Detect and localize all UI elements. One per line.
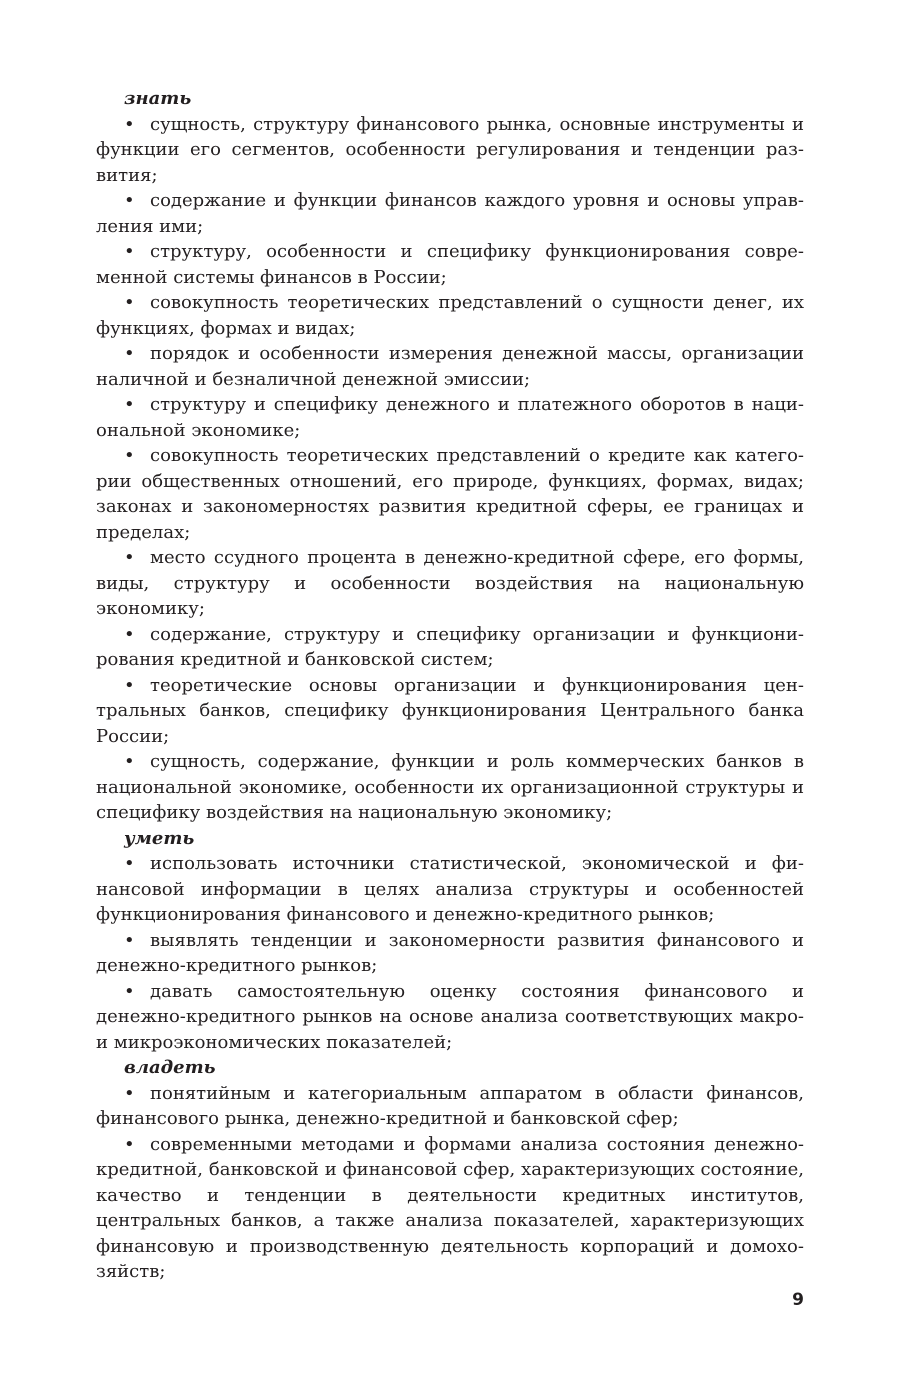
section-master xyxy=(96,1055,804,1285)
section-be-able xyxy=(96,826,804,1056)
section-heading: уметь xyxy=(124,827,195,849)
bullet-icon: • xyxy=(124,241,135,262)
section-know xyxy=(96,86,804,826)
bullet-icon: • xyxy=(124,853,135,874)
list-item: • содержание, структуру и специфику организации и функционирования кредитной и банковской систем; xyxy=(96,623,804,670)
list-item: • использовать источники статистической, экономической и финансовой информации в целях анализа структуры и особенностей функционирования финансового и денежно-кредитного рынков; xyxy=(96,853,804,925)
bullet-icon: • xyxy=(124,394,135,415)
bullet-icon: • xyxy=(124,623,135,645)
bullet-icon: • xyxy=(124,980,135,1002)
bullet-icon: • xyxy=(124,751,135,772)
section-heading: владеть xyxy=(124,1057,216,1078)
bullet-icon: • xyxy=(124,190,135,211)
list-item: • современными методами и формами анализа состояния денежно-кредитной, банковской и финансовой сфер, характеризующих состояние, качество и тенденции в деятельности кредитных институтов, центральных банков, а также анализа показателей, характеризующих финансовую и производственную деятельность корпораций и домохозяйств; xyxy=(96,1133,804,1282)
list-item: • место ссудного процента в денежно-кредитной сфере, его формы, виды, структуру и особенности воздействия на национальную экономику; xyxy=(96,547,804,619)
document-body xyxy=(96,86,804,1285)
bullet-icon: • xyxy=(124,1133,135,1155)
bullet-icon: • xyxy=(124,113,135,135)
list-item: • сущность, содержание, функции и роль коммерческих банков в национальной экономике, особенности их организационной структуры и специфику воздействия на национальную экономику; xyxy=(96,751,804,823)
bullet-icon: • xyxy=(124,547,135,568)
list-item: • давать самостоятельную оценку состояния финансового и денежно-кредитного рынков на основе анализа соответствующих макро- и микроэкономических показателей; xyxy=(96,980,804,1053)
bullet-icon: • xyxy=(124,929,135,951)
list-item: • порядок и особенности измерения денежной массы, организации наличной и безналичной денежной эмиссии; xyxy=(96,343,804,390)
list-item: • структуру, особенности и специфику функционирования современной системы финансов в России; xyxy=(96,241,804,288)
list-item: • совокупность теоретических представлений о кредите как категории общественных отношений, его природе, функциях, формах, видах; законах и закономерностях развития кредитной сферы, ее границах и пределах; xyxy=(96,445,804,543)
list-item: • выявлять тенденции и закономерности развития финансового и денежно-кредитного рынков; xyxy=(96,929,804,976)
bullet-icon: • xyxy=(124,445,135,466)
list-item: • сущность, структуру финансового рынка, основные инструменты и функции его сегментов, особенности регулирования и тенденции развития; xyxy=(96,113,804,186)
list-item: • понятийным и категориальным аппаратом в области финансов, финансового рынка, денежно-кредитной и банковской сфер; xyxy=(96,1082,804,1129)
list-item: • содержание и функции финансов каждого уровня и основы управления ими; xyxy=(96,190,804,237)
bullet-icon: • xyxy=(124,343,135,364)
list-item: • теоретические основы организации и функционирования центральных банков, специфику функционирования Центрального банка России; xyxy=(96,674,804,747)
bullet-icon: • xyxy=(124,1082,135,1104)
list-item: • структуру и специфику денежного и платежного оборотов в национальной экономике; xyxy=(96,394,804,441)
bullet-icon: • xyxy=(124,674,135,696)
list-item: • совокупность теоретических представлений о сущности денег, их функциях, формах и видах; xyxy=(96,292,804,339)
bullet-icon: • xyxy=(124,292,135,313)
section-heading: знать xyxy=(124,88,192,109)
page-number: 9 xyxy=(792,1290,804,1310)
